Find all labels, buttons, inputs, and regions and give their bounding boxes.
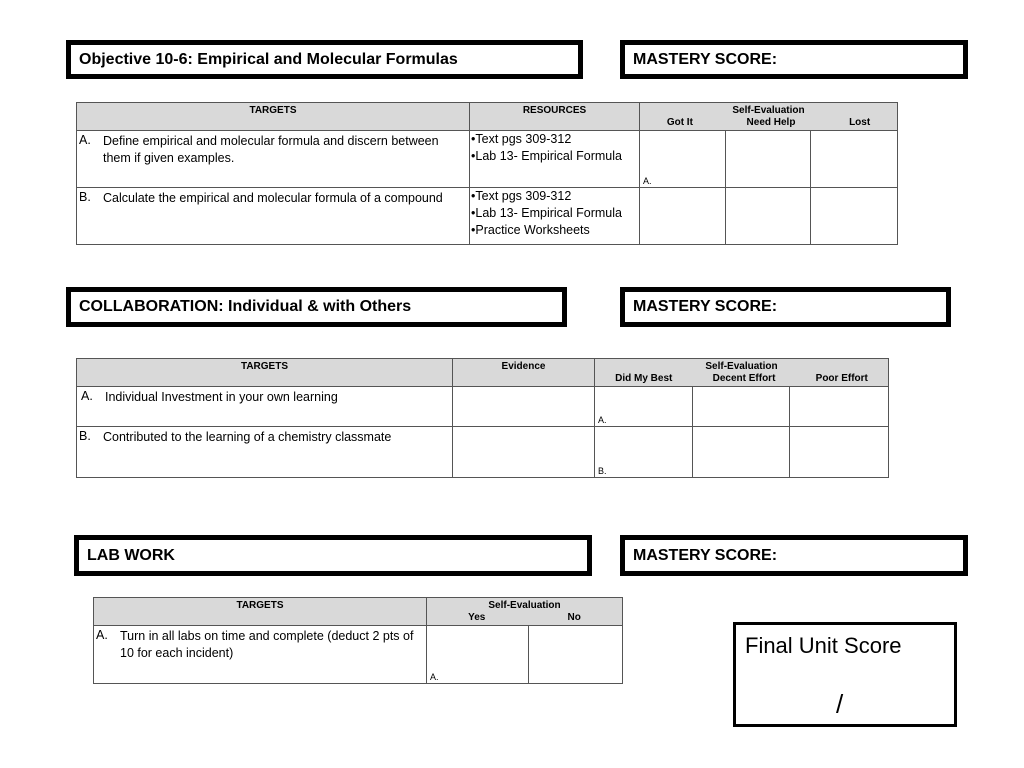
eval-cell-yes[interactable]: A. xyxy=(427,626,529,684)
table-row xyxy=(77,387,889,427)
evidence-header: Evidence xyxy=(453,359,595,387)
target-cell: A. Individual Investment in your own learning xyxy=(77,387,453,427)
table-row xyxy=(77,427,889,478)
target-cell: B. Calculate the empirical and molecular formula of a compound xyxy=(77,188,470,245)
eval-col-did-my-best: Did My Best xyxy=(615,373,673,384)
score-slash: / xyxy=(836,689,844,719)
lab-work-targets-table xyxy=(93,597,623,684)
mastery-score-label: MASTERY SCORE: xyxy=(633,298,778,315)
evidence-cell[interactable] xyxy=(453,427,595,478)
targets-header: TARGETS xyxy=(77,103,470,131)
lab-work-header xyxy=(74,535,592,576)
eval-col-need-help: Need Help xyxy=(746,117,796,128)
eval-cell-lost[interactable] xyxy=(811,188,898,245)
table-row xyxy=(77,188,898,245)
eval-col-got-it: Got It xyxy=(666,117,693,128)
mastery-score-box-3 xyxy=(620,535,968,576)
eval-col-no: No xyxy=(567,612,581,623)
eval-cell-need-help[interactable] xyxy=(726,131,811,188)
objective-header xyxy=(66,40,583,79)
eval-cell-poor-effort[interactable] xyxy=(790,387,889,427)
final-unit-score-title: Final Unit Score xyxy=(745,633,902,658)
eval-cell-did-my-best[interactable]: A. xyxy=(595,387,693,427)
eval-cell-did-my-best[interactable]: B. xyxy=(595,427,693,478)
self-evaluation-header: Self-Evaluation Yes No xyxy=(427,598,623,626)
resources-cell: •Text pgs 309-312 •Lab 13- Empirical Formula xyxy=(470,131,640,188)
eval-cell-decent-effort[interactable] xyxy=(693,427,790,478)
self-evaluation-header: Self-Evaluation Did My Best Decent Effort Poor Effort xyxy=(595,359,889,387)
self-evaluation-header: Self-Evaluation Got It Need Help Lost xyxy=(640,103,898,131)
eval-cell-need-help[interactable] xyxy=(726,188,811,245)
evidence-cell[interactable] xyxy=(453,387,595,427)
mastery-score-box-2 xyxy=(620,287,951,327)
eval-cell-decent-effort[interactable] xyxy=(693,387,790,427)
collaboration-title: COLLABORATION: Individual & with Others xyxy=(79,298,412,315)
mastery-score-box-1 xyxy=(620,40,968,79)
targets-header: TARGETS xyxy=(77,359,453,387)
collaboration-targets-table xyxy=(76,358,889,478)
eval-col-decent-effort: Decent Effort xyxy=(712,373,776,384)
table-row xyxy=(94,626,623,684)
final-unit-score-box xyxy=(733,622,957,727)
eval-cell-no[interactable] xyxy=(529,626,623,684)
resources-header: RESOURCES xyxy=(470,103,640,131)
eval-col-poor-effort: Poor Effort xyxy=(815,373,868,384)
eval-col-lost: Lost xyxy=(849,117,871,128)
eval-cell-got-it[interactable] xyxy=(640,188,726,245)
eval-cell-lost[interactable] xyxy=(811,131,898,188)
collaboration-header xyxy=(66,287,567,327)
target-cell: A. Turn in all labs on time and complete (deduct 2 pts of 10 for each incident) xyxy=(94,626,427,684)
mastery-score-label: MASTERY SCORE: xyxy=(633,50,778,68)
eval-cell-got-it[interactable]: A. xyxy=(640,131,726,188)
objective-targets-table xyxy=(76,102,898,245)
targets-header: TARGETS xyxy=(94,598,427,626)
target-cell: A. Define empirical and molecular formula and discern between them if given examples. xyxy=(77,131,470,188)
resources-cell: •Text pgs 309-312 •Lab 13- Empirical Formula •Practice Worksheets xyxy=(470,188,640,245)
target-cell: B. Contributed to the learning of a chemistry classmate xyxy=(77,427,453,478)
objective-title: Objective 10-6: Empirical and Molecular Formulas xyxy=(79,50,458,68)
mastery-score-label: MASTERY SCORE: xyxy=(633,546,778,564)
eval-col-yes: Yes xyxy=(468,612,486,623)
table-row xyxy=(77,131,898,188)
eval-cell-poor-effort[interactable] xyxy=(790,427,889,478)
lab-work-title: LAB WORK xyxy=(87,546,175,564)
